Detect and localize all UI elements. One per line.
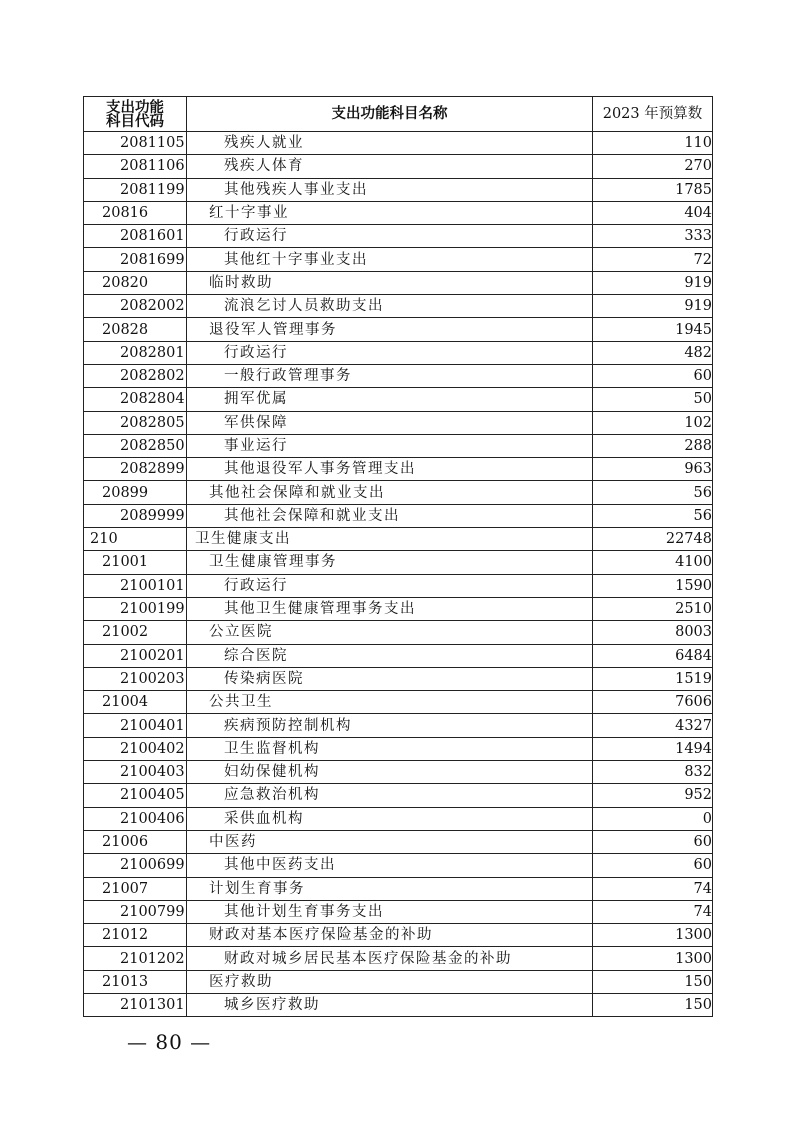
table-row: [84, 295, 713, 318]
table-row: [84, 737, 713, 760]
row-name: 医疗救助: [187, 970, 593, 993]
row-code: 2100199: [84, 597, 187, 620]
table-row: [84, 458, 713, 481]
row-code: 2100699: [84, 854, 187, 877]
table-row: [84, 621, 713, 644]
table-row: [84, 947, 713, 970]
table-row: [84, 691, 713, 714]
table-row: [84, 388, 713, 411]
row-name: 残疾人体育: [187, 155, 593, 178]
table-row: [84, 178, 713, 201]
row-amount: 963: [593, 458, 713, 481]
table-row: [84, 411, 713, 434]
row-amount: 952: [593, 784, 713, 807]
row-code: 2082805: [84, 411, 187, 434]
row-code: 2082804: [84, 388, 187, 411]
row-amount: 22748: [593, 528, 713, 551]
row-name: 计划生育事务: [187, 877, 593, 900]
table-row: [84, 551, 713, 574]
row-code: 2089999: [84, 504, 187, 527]
table-row: [84, 714, 713, 737]
row-code: 2100101: [84, 574, 187, 597]
row-amount: 150: [593, 993, 713, 1016]
row-amount: 0: [593, 807, 713, 830]
row-name: 其他社会保障和就业支出: [187, 504, 593, 527]
table-row: [84, 784, 713, 807]
table-row: [84, 970, 713, 993]
row-code: 2100799: [84, 900, 187, 923]
row-name: 传染病医院: [187, 667, 593, 690]
row-code: 2100405: [84, 784, 187, 807]
row-name: 中医药: [187, 830, 593, 853]
row-amount: 1300: [593, 947, 713, 970]
row-code: 20820: [84, 271, 187, 294]
row-code: 2100201: [84, 644, 187, 667]
table-row: [84, 877, 713, 900]
row-amount: 56: [593, 504, 713, 527]
row-name: 军供保障: [187, 411, 593, 434]
row-name: 疾病预防控制机构: [187, 714, 593, 737]
row-code: 2082899: [84, 458, 187, 481]
row-name: 卫生健康管理事务: [187, 551, 593, 574]
row-name: 其他红十字事业支出: [187, 248, 593, 271]
budget-table: [83, 96, 713, 1017]
row-code: 2081106: [84, 155, 187, 178]
row-code: 2101202: [84, 947, 187, 970]
table-row: [84, 597, 713, 620]
header-code: [84, 97, 187, 132]
row-amount: 72: [593, 248, 713, 271]
row-amount: 2510: [593, 597, 713, 620]
row-code: 21001: [84, 551, 187, 574]
row-name: 卫生健康支出: [187, 528, 593, 551]
row-amount: 74: [593, 900, 713, 923]
row-code: 2082802: [84, 364, 187, 387]
row-name: 拥军优属: [187, 388, 593, 411]
row-amount: 1519: [593, 667, 713, 690]
row-name: 其他卫生健康管理事务支出: [187, 597, 593, 620]
row-name: 一般行政管理事务: [187, 364, 593, 387]
row-code: 21002: [84, 621, 187, 644]
row-code: 20828: [84, 318, 187, 341]
row-code: 2082002: [84, 295, 187, 318]
row-name: 残疾人就业: [187, 132, 593, 155]
table-row: [84, 155, 713, 178]
table-row: [84, 225, 713, 248]
row-code: 2081199: [84, 178, 187, 201]
table-row: [84, 248, 713, 271]
row-amount: 60: [593, 364, 713, 387]
row-name: 妇幼保健机构: [187, 761, 593, 784]
row-amount: 60: [593, 854, 713, 877]
table-row: [84, 667, 713, 690]
row-name: 综合医院: [187, 644, 593, 667]
table-row: [84, 481, 713, 504]
row-code: 2082850: [84, 434, 187, 457]
row-amount: 482: [593, 341, 713, 364]
row-amount: 6484: [593, 644, 713, 667]
row-amount: 1945: [593, 318, 713, 341]
row-amount: 7606: [593, 691, 713, 714]
row-amount: 4100: [593, 551, 713, 574]
table-row: [84, 807, 713, 830]
row-name: 财政对城乡居民基本医疗保险基金的补助: [187, 947, 593, 970]
row-code: 2100203: [84, 667, 187, 690]
row-name: 卫生监督机构: [187, 737, 593, 760]
row-amount: 333: [593, 225, 713, 248]
row-name: 公共卫生: [187, 691, 593, 714]
row-amount: 1494: [593, 737, 713, 760]
row-name: 其他社会保障和就业支出: [187, 481, 593, 504]
row-amount: 8003: [593, 621, 713, 644]
page-number: — 80 —: [127, 1030, 212, 1054]
row-amount: 404: [593, 201, 713, 224]
row-amount: 110: [593, 132, 713, 155]
row-code: 21012: [84, 924, 187, 947]
row-amount: 74: [593, 877, 713, 900]
row-name: 行政运行: [187, 341, 593, 364]
row-name: 公立医院: [187, 621, 593, 644]
row-amount: 288: [593, 434, 713, 457]
table-row: [84, 900, 713, 923]
row-amount: 832: [593, 761, 713, 784]
table-row: [84, 504, 713, 527]
row-code: 21006: [84, 830, 187, 853]
row-code: 21007: [84, 877, 187, 900]
row-name: 其他残疾人事业支出: [187, 178, 593, 201]
row-name: 退役军人管理事务: [187, 318, 593, 341]
row-code: 2100403: [84, 761, 187, 784]
row-code: 2100406: [84, 807, 187, 830]
table-row: [84, 434, 713, 457]
row-name: 红十字事业: [187, 201, 593, 224]
row-amount: 4327: [593, 714, 713, 737]
row-name: 其他计划生育事务支出: [187, 900, 593, 923]
table-row: [84, 318, 713, 341]
row-code: 2100402: [84, 737, 187, 760]
row-amount: 1785: [593, 178, 713, 201]
table-row: [84, 341, 713, 364]
table-body: [84, 132, 713, 1017]
row-amount: 102: [593, 411, 713, 434]
table-row: [84, 201, 713, 224]
row-name: 应急救治机构: [187, 784, 593, 807]
table-row: [84, 528, 713, 551]
row-amount: 270: [593, 155, 713, 178]
row-name: 采供血机构: [187, 807, 593, 830]
row-name: 其他中医药支出: [187, 854, 593, 877]
table-row: [84, 854, 713, 877]
row-amount: 919: [593, 295, 713, 318]
row-code: 2100401: [84, 714, 187, 737]
row-name: 城乡医疗救助: [187, 993, 593, 1016]
row-amount: 56: [593, 481, 713, 504]
table-row: [84, 574, 713, 597]
table-header-row: [84, 97, 713, 132]
table-row: [84, 993, 713, 1016]
table-row: [84, 364, 713, 387]
row-name: 财政对基本医疗保险基金的补助: [187, 924, 593, 947]
table-row: [84, 761, 713, 784]
row-code: 21013: [84, 970, 187, 993]
row-name: 行政运行: [187, 574, 593, 597]
row-code: 210: [84, 528, 187, 551]
row-name: 事业运行: [187, 434, 593, 457]
row-code: 20899: [84, 481, 187, 504]
row-code: 2081601: [84, 225, 187, 248]
table-row: [84, 271, 713, 294]
row-amount: 919: [593, 271, 713, 294]
row-code: 21004: [84, 691, 187, 714]
row-amount: 150: [593, 970, 713, 993]
row-amount: 1300: [593, 924, 713, 947]
table-row: [84, 132, 713, 155]
header-name: 支出功能科目名称: [187, 97, 593, 132]
table-row: [84, 830, 713, 853]
table-row: [84, 924, 713, 947]
table-row: [84, 644, 713, 667]
header-amount: 2023 年预算数: [593, 97, 713, 132]
row-name: 其他退役军人事务管理支出: [187, 458, 593, 481]
row-amount: 50: [593, 388, 713, 411]
row-name: 临时救助: [187, 271, 593, 294]
row-code: 20816: [84, 201, 187, 224]
row-name: 流浪乞讨人员救助支出: [187, 295, 593, 318]
row-code: 2101301: [84, 993, 187, 1016]
row-name: 行政运行: [187, 225, 593, 248]
row-amount: 1590: [593, 574, 713, 597]
row-code: 2082801: [84, 341, 187, 364]
row-code: 2081699: [84, 248, 187, 271]
header-code-label: 支出功能 科目代码: [106, 98, 164, 130]
row-amount: 60: [593, 830, 713, 853]
row-code: 2081105: [84, 132, 187, 155]
